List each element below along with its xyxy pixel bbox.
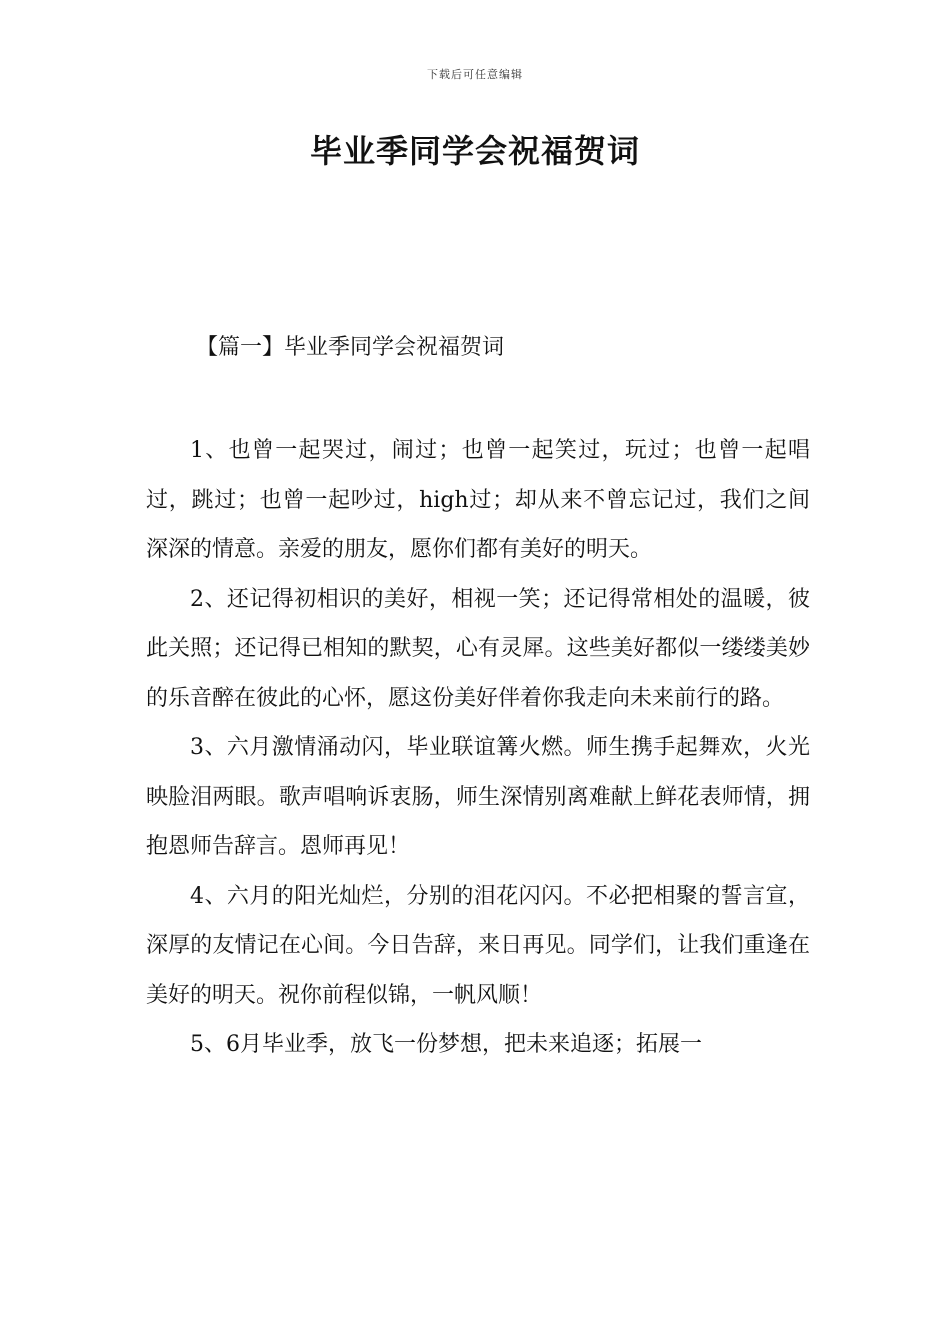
document-title: 毕业季同学会祝福贺词 bbox=[309, 132, 640, 170]
paragraph-1: 1、也曾一起哭过，闹过；也曾一起笑过，玩过；也曾一起唱过，跳过；也曾一起吵过，high过；却从来不曾忘记过，我们之间深深的情意。亲爱的朋友，愿你们都有美好的明天。 bbox=[146, 438, 810, 562]
paragraph-4: 4、六月的阳光灿烂，分别的泪花闪闪。不必把相聚的誓言宣，深厚的友情记在心间。今日告辞，来日再见。同学们，让我们重逢在美好的明天。祝你前程似锦，一帆风顺！ bbox=[146, 883, 810, 1008]
body-text bbox=[146, 426, 810, 1070]
section-heading: 【篇一】毕业季同学会祝福贺词 bbox=[196, 335, 505, 360]
paragraph-5: 5、6月毕业季，放飞一份梦想，把未来追逐；拓展一 bbox=[190, 1032, 702, 1057]
paragraph-2: 2、还记得初相识的美好，相视一笑；还记得常相处的温暖，彼此关照；还记得已相知的默契，心有灵犀。这些美好都似一缕缕美妙的乐音醉在彼此的心怀，愿这份美好伴着你我走向未来前行的路。 bbox=[146, 586, 810, 711]
paragraph-3: 3、六月激情涌动闪，毕业联谊篝火燃。师生携手起舞欢，火光映脸泪两眼。歌声唱响诉衷肠，师生深情别离难献上鲜花表师情，拥抱恩师告辞言。恩师再见！ bbox=[146, 735, 810, 859]
header-note: 下载后可任意编辑 bbox=[427, 68, 523, 81]
